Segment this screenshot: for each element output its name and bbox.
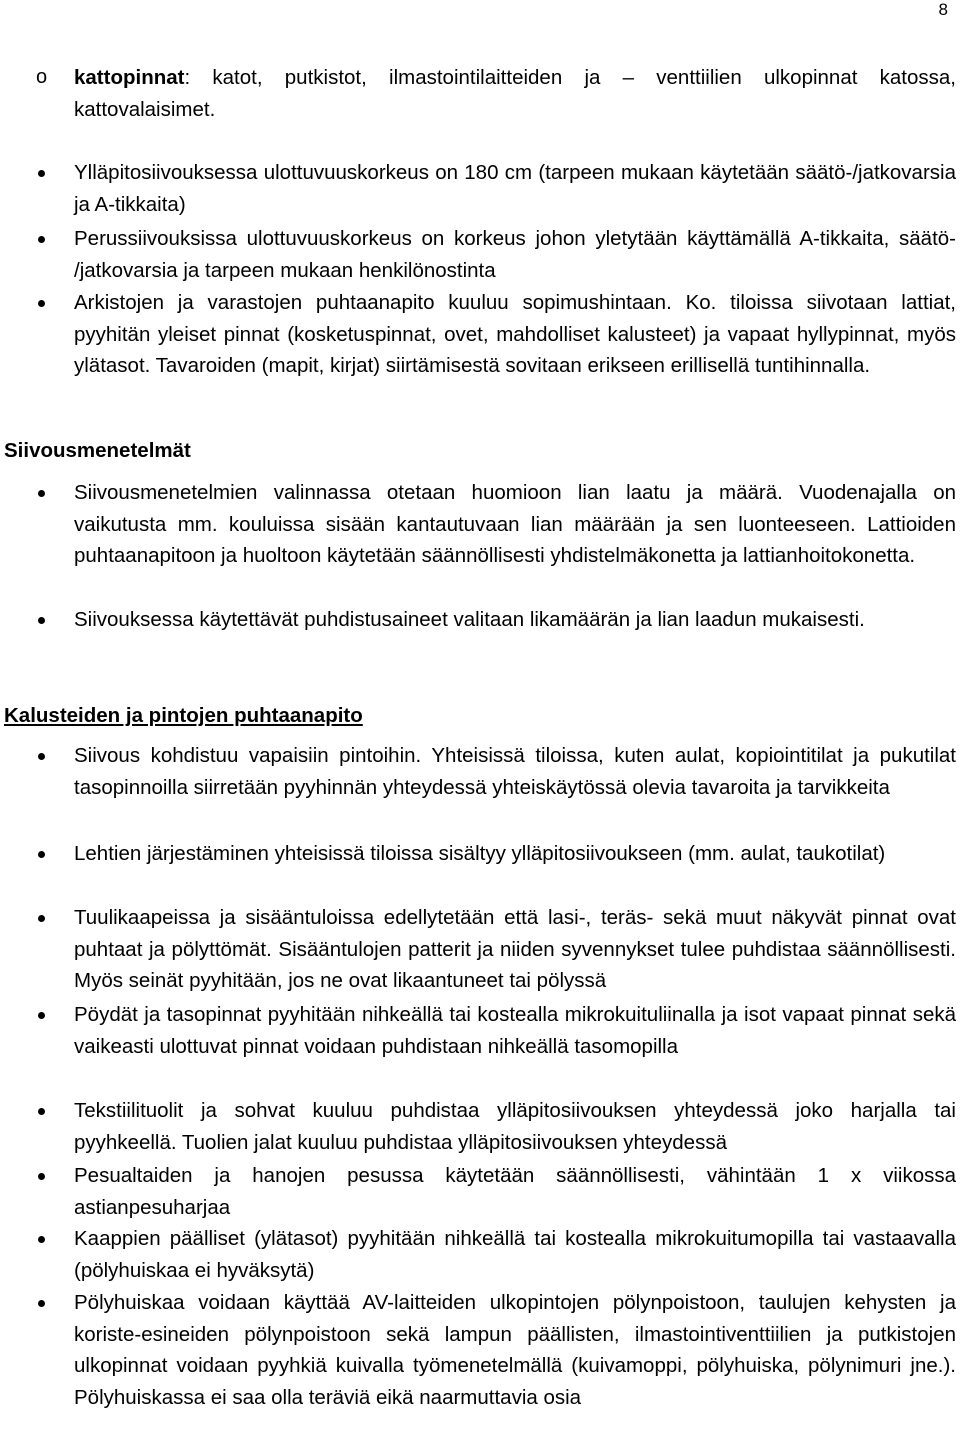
list-item: Tekstiilituolit ja sohvat kuuluu puhdistaa ylläpitosiivouksen yhteydessä joko harjalla tai pyyhkeellä. Tuolien jalat kuuluu puhdistaa ylläpitosiivouksen yhteydessä (74, 1099, 956, 1154)
list-item: Siivousmenetelmien valinnassa otetaan huomioon lian laatu ja määrä. Vuodenajalla on vaikutusta mm. kouluissa sisään kantautuvaan lian määrään ja sen luonteeseen. Lattioiden puhtaanapitoon ja huoltoon käytetään säännöllisesti yhdistelmäkonetta ja lattianhoitokonetta. (74, 481, 956, 567)
bullet-icon (38, 170, 45, 177)
bullet-icon (38, 851, 45, 858)
bullet-icon (38, 617, 45, 624)
bullet-icon (38, 300, 45, 307)
list-item: Kaappien päälliset (ylätasot) pyyhitään nihkeällä tai kostealla mikrokuitumopilla tai vastaavalla (pölyhuiskaa ei hyväksytä) (74, 1227, 956, 1282)
term-description: : katot, putkistot, ilmastointilaitteiden ja – venttiilien ulkopinnat katossa, kattovalaisimet. (74, 66, 956, 121)
bullet-icon (38, 753, 45, 760)
section-heading-furniture: Kalusteiden ja pintojen puhtaanapito (4, 704, 363, 727)
list-item: Pöydät ja tasopinnat pyyhitään nihkeällä tai kostealla mikrokuituliinalla ja isot vapaat pinnat sekä vaikeasti ulottuvat pinnat voidaan puhdistaan nihkeällä tasomopilla (74, 1003, 956, 1058)
bullet-icon (38, 915, 45, 922)
list-item: Lehtien järjestäminen yhteisissä tiloissa sisältyy ylläpitosiivoukseen (mm. aulat, taukotilat) (74, 842, 886, 865)
list-item: Ylläpitosiivouksessa ulottuvuuskorkeus on 180 cm (tarpeen mukaan käytetään säätö-/jatkovarsia ja A-tikkaita) (74, 161, 956, 216)
bullet-icon (38, 236, 45, 243)
list-item: Perussiivouksissa ulottuvuuskorkeus on korkeus johon yletytään käyttämällä A-tikkaita, säätö- /jatkovarsia ja tarpeen mukaan henkilönostinta (74, 227, 956, 282)
list-marker: o (36, 66, 48, 88)
list-item: Tuulikaapeissa ja sisääntuloissa edellytetään että lasi-, teräs- sekä muut näkyvät pinnat ovat puhtaat ja pölyttömät. Sisääntulojen patterit ja niiden syvennykset tulee puhdistaa säännöllisesti. Myös seinät pyyhitään, jos ne ovat likaantuneet tai pölyssä (74, 906, 956, 992)
bullet-icon (38, 1012, 45, 1019)
bullet-icon (38, 1236, 45, 1243)
list-item: Siivouksessa käytettävät puhdistusaineet valitaan likamäärän ja lian laadun mukaisesti. (74, 608, 865, 631)
list-item-kattopinnat (74, 62, 956, 125)
page-number: 8 (938, 0, 948, 19)
bullet-icon (38, 1300, 45, 1307)
bullet-icon (38, 1173, 45, 1180)
list-item: Pölyhuiskaa voidaan käyttää AV-laitteiden ulkopintojen pölynpoistoon, taulujen kehysten ja koriste-esineiden pölynpoistoon sekä lampun päällisten, ilmastointiventtiilien ja putkistojen ulkopinnat voidaan pyyhkiä kuivalla työmenetelmällä (kuivamoppi, pölyhuiska, pölynimuri jne.). Pölyhuiskassa ei saa olla teräviä eikä naarmuttavia osia (74, 1291, 956, 1409)
list-item: Pesualtaiden ja hanojen pesussa käytetään säännöllisesti, vähintään 1 x viikossa astianpesuharjaa (74, 1164, 956, 1219)
term-kattopinnat: kattopinnat (74, 66, 185, 89)
list-item: Siivous kohdistuu vapaisiin pintoihin. Yhteisissä tiloissa, kuten aulat, kopiointitilat ja pukutilat tasopinnoilla siirretään pyyhinnän yhteydessä yhteiskäytössä olevia tavaroita ja tarvikkeita (74, 744, 956, 799)
bullet-icon (38, 1108, 45, 1115)
section-heading-methods: Siivousmenetelmät (4, 439, 191, 462)
bullet-icon (38, 490, 45, 497)
list-item: Arkistojen ja varastojen puhtaanapito kuuluu sopimushintaan. Ko. tiloissa siivotaan lattiat, pyyhitän yleiset pinnat (kosketuspinnat, ovet, mahdolliset kalusteet) ja vapaat hyllypinnat, myös ylätasot. Tavaroiden (mapit, kirjat) siirtämisestä sovitaan erikseen erillisellä tuntihinnalla. (74, 291, 956, 377)
